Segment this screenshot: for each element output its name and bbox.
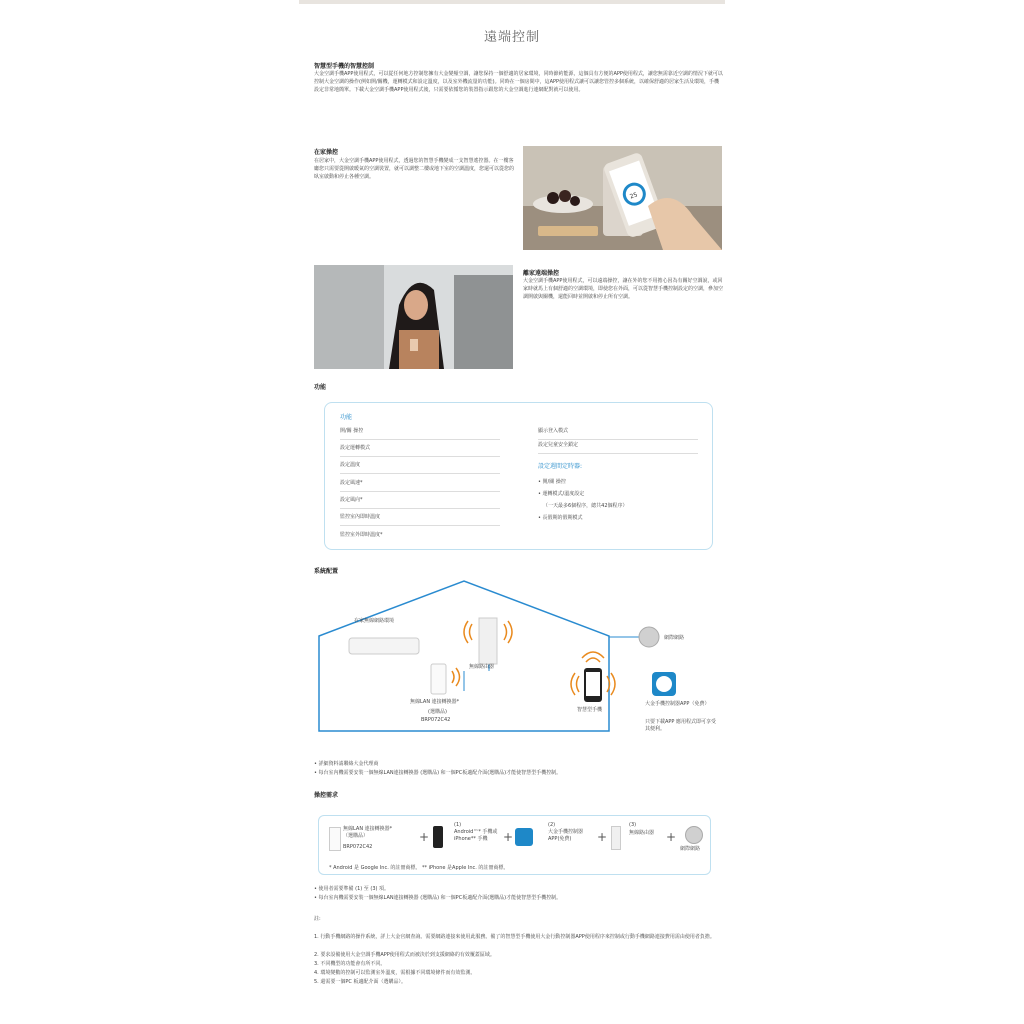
feature-item: 顯示登入模式 <box>538 427 698 440</box>
req-item5-name: 網際網路 <box>680 846 701 852</box>
feature-item: 設定運轉模式 <box>340 444 500 457</box>
adapter-model: BRP072C42 <box>421 717 451 723</box>
system-note: • 詳細資料請聯絡大金代理商 <box>314 761 379 767</box>
features-label: 功能 <box>314 384 327 391</box>
home-heading: 在家操控 <box>314 149 339 156</box>
intro-heading: 智慧型手機的智慧控制 <box>314 63 375 70</box>
timer-item: • 運轉模式/溫度設定 <box>538 491 585 497</box>
req-item2-name: Android™* 手機或 iPhone** 手機 <box>454 829 498 842</box>
adapter-label: 無線LAN 連接轉換器* <box>410 699 460 705</box>
req-footnote: * Android 是 Google Inc. 的註冊商標。 ** iPhone 是Apple Inc. 的註冊商標。 <box>329 865 509 871</box>
plus-icon: + <box>503 830 514 844</box>
phone-image <box>433 826 443 848</box>
requirements-box <box>318 815 711 875</box>
plus-icon: + <box>666 830 677 844</box>
features-box <box>324 402 713 550</box>
requirements-label: 操控需求 <box>314 792 339 799</box>
remark-item: 3. 不同機型的功能會有所不同。 <box>314 961 386 967</box>
requirements-note: • 使用者需要準備 (1) 至 (3) 項。 <box>314 886 390 892</box>
remark-item: 1. 行動手機網路的操作系統，詳上大金官網查詢。需要網路連接來使用此服務。備了的智慧型手機使用大金行動控制器APP使用程序來控制或行動手機網路連接費用需由使用者負擔。 <box>314 934 715 940</box>
feature-item: 開/關 操控 <box>340 427 500 440</box>
requirements-note: • 每台室內機需要安裝一個無線LAN連接轉換器 (選購品) 和一個PC板適配介面(選購品)才能使智慧型手機控制。 <box>314 895 562 901</box>
remark-item: 2. 要求設備使用大金空調手機APP使用程式而被決於到支援網絡的有效覆蓋區域。 <box>314 952 495 958</box>
plus-icon: + <box>597 830 608 844</box>
top-bar <box>299 0 725 4</box>
intro-text: 大金空調手機APP使用程式，可以從任何地方控制您擁有大金變頻空調，讓您保持一個舒適的居家環境，同時節約能源，這個具有方便的APP使用程式，讓您無需靠近空調的情況下就可以控制大金空調的操作(例如開/關機，運轉模式和設定溫度，以及室外機流量的功能)。同時在一個房間中，這APP使用程式讓可以讓您管控多個系統，以確保舒適的居家生活及環境，手機設定非常地簡單。下載大金空調手機APP使用程式後，只需要依循您的裝置指示跟您的大金空調進行連網配對就可以使用。 <box>314 71 723 93</box>
globe-icon <box>685 826 703 844</box>
woman-photo <box>314 265 513 369</box>
feature-item: 設定風向* <box>340 496 500 509</box>
features-box-title: 功能 <box>340 414 353 421</box>
feature-item: 設定兒童安全鎖定 <box>538 441 698 454</box>
timer-item: （一天最多6個程序，總共42個程序） <box>543 503 628 509</box>
feature-item: 設定溫度 <box>340 461 500 474</box>
home-wifi-label: 在家無線網路環境 <box>354 618 395 624</box>
system-label: 系統配置 <box>314 568 339 575</box>
system-diagram <box>314 576 724 736</box>
timer-item: • 開/關 操控 <box>538 479 566 485</box>
phone-photo <box>523 146 722 250</box>
router-label: 無線路由器 <box>469 664 495 670</box>
app-icon <box>515 828 533 846</box>
feature-item: 監控室外即時溫度* <box>340 532 383 538</box>
req-item4-name: 無線路由器 <box>629 830 655 836</box>
req-item4-num: (3) <box>629 822 637 828</box>
remarks-label: 註: <box>314 916 321 922</box>
remark-item: 4. 環境變數的控制可以監測室外溫度，需根據不同環境條件而有效監測。 <box>314 970 476 976</box>
page-title: 遠端控制 <box>483 30 540 45</box>
timer-title: 設定週間定時器: <box>538 463 583 470</box>
home-text: 在居家中，大金空調手機APP使用程式，透過您的智慧手機變成一支智慧遙控器。在一樓客廳您只需要從開啟暖氣的空調裝置，就可以調整二樓或地下室的空調溫度，您還可以從您的臥室啟動和停止各種空調。 <box>314 158 515 180</box>
adapter-note: (選購品) <box>428 709 447 715</box>
app-name: 大金手機控制器APP（免費） <box>645 701 710 707</box>
phone-label: 智慧型手機 <box>577 707 603 713</box>
timer-item: • 長假期的假期模式 <box>538 515 583 521</box>
away-heading: 離家遠端操控 <box>523 270 560 277</box>
system-note: • 每台室內機需要安裝一個無線LAN連接轉換器 (選購品) 和一個PC板適配介面(選購品)才能使智慧型手機控制。 <box>314 770 562 776</box>
req-item1-name: 無線LAN 連接轉換器*（選購品） <box>343 826 393 839</box>
svg-text:25: 25 <box>628 191 639 201</box>
away-text: 大金空調手機APP使用程式，可以遠端操控，讓在外的您不用擔心因為有關好空調說，或回家時就馬上有個舒適的空調環境，即使您在外面，可以從智慧手機控制設定的空調，參加空調開啟與關機，還能回時並開啟和停止所有空調。 <box>523 278 724 300</box>
req-item3-num: (2) <box>548 822 556 828</box>
req-item1-model: BRP072C42 <box>343 844 373 850</box>
plus-icon: + <box>419 830 430 844</box>
internet-label: 網際網路 <box>664 635 685 641</box>
req-item3-name: 大金手機控制器APP(免費) <box>548 829 584 842</box>
feature-item: 設定風速* <box>340 479 500 492</box>
adapter-image <box>329 827 341 851</box>
app-note: 只要下載APP 應用程式即可享受其便利。 <box>645 719 717 732</box>
feature-item: 監控室內即時溫度 <box>340 513 500 526</box>
remark-item: 5. 還需要一個PC 板適配介面（選購品）。 <box>314 979 406 985</box>
router-image <box>611 826 621 850</box>
req-item2-num: (1) <box>454 822 462 828</box>
